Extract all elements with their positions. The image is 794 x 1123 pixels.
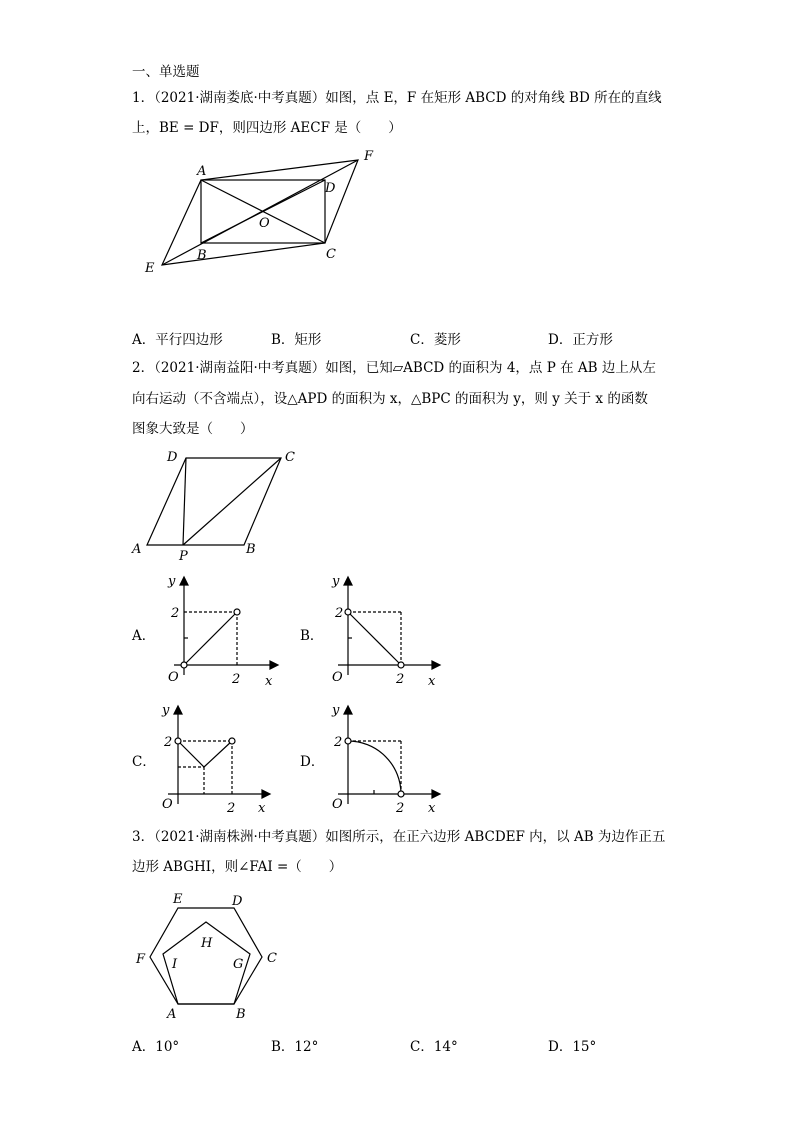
q3-option-d[interactable]: D．15° (548, 1039, 597, 1055)
q2-c-origin: O (162, 797, 173, 812)
q2-graph-d (325, 697, 445, 817)
q2-a-ytick: 2 (171, 606, 180, 621)
q2-graph-a (160, 570, 280, 690)
q2-d-ylabel: y (332, 703, 340, 718)
q2-b-origin: O (332, 670, 343, 685)
q1-label-a: A (197, 164, 207, 179)
q2-b-ytick: 2 (335, 606, 344, 621)
q3-label-c: C (267, 951, 277, 966)
q2-b-xlabel: x (428, 674, 436, 689)
q3-label-h: H (201, 936, 213, 951)
q3-line2: 边形 ABGHI，则∠FAI =（ ） (132, 859, 343, 875)
q3-label-g: G (233, 957, 244, 972)
q2-graph-c (155, 697, 280, 817)
q3-option-a[interactable]: A．10° (132, 1039, 180, 1055)
q2-c-xlabel: x (258, 801, 266, 816)
q2-d-xtick: 2 (396, 801, 405, 816)
q1-figure (140, 150, 390, 275)
q2-b-xtick: 2 (396, 672, 405, 687)
q2-label-a: A (132, 542, 142, 557)
q2-d-xlabel: x (428, 801, 436, 816)
q1-option-d[interactable]: D．正方形 (548, 332, 613, 348)
q2-label-p: P (179, 549, 188, 564)
q2-d-origin: O (332, 797, 343, 812)
q3-label-f: F (136, 952, 146, 967)
q2-label-d: D (167, 450, 178, 465)
q1-label-c: C (326, 247, 336, 262)
q2-line3: 图象大致是（ ） (132, 421, 254, 437)
q2-c-ylabel: y (162, 703, 170, 718)
q1-option-c[interactable]: C．菱形 (410, 332, 461, 348)
q2-option-c[interactable]: C． (132, 754, 156, 770)
q2-graph-b (325, 570, 445, 690)
q1-label-o: O (259, 216, 270, 231)
q3-label-b: B (236, 1007, 246, 1022)
q2-label-b: B (246, 542, 256, 557)
q2-label-c: C (285, 450, 295, 465)
q1-label-f: F (364, 149, 374, 164)
q1-line1: 1．（2021·湖南娄底·中考真题）如图，点 E，F 在矩形 ABCD 的对角线 BD 所在的直线 (132, 90, 662, 106)
q1-option-b[interactable]: B．矩形 (271, 332, 322, 348)
q2-line1: 2．（2021·湖南益阳·中考真题）如图，已知▱ABCD 的面积为 4，点 P 在 AB 边上从左 (132, 360, 656, 376)
q2-d-ytick: 2 (334, 735, 343, 750)
q1-label-e: E (145, 261, 155, 276)
q2-c-xtick: 2 (227, 801, 236, 816)
q2-option-b[interactable]: B． (300, 628, 324, 644)
q3-figure (130, 888, 290, 1023)
q1-option-a[interactable]: A．平行四边形 (132, 332, 223, 348)
q1-label-b: B (197, 248, 207, 263)
q2-figure (130, 445, 310, 565)
q1-label-d: D (325, 181, 336, 196)
q2-line2: 向右运动（不含端点），设△APD 的面积为 x，△BPC 的面积为 y，则 y 关于 x 的函数 (132, 391, 648, 407)
q3-label-a: A (167, 1007, 177, 1022)
q2-option-a[interactable]: A． (132, 628, 156, 644)
q2-a-origin: O (168, 670, 179, 685)
q2-a-xlabel: x (265, 674, 273, 689)
q2-a-ylabel: y (168, 574, 176, 589)
q2-b-ylabel: y (332, 574, 340, 589)
q3-option-c[interactable]: C．14° (410, 1039, 458, 1055)
q3-label-d: D (232, 894, 243, 909)
q3-option-b[interactable]: B．12° (271, 1039, 319, 1055)
q2-option-d[interactable]: D． (300, 754, 325, 770)
q3-label-e: E (173, 892, 183, 907)
q2-a-xtick: 2 (232, 672, 241, 687)
q3-label-i: I (172, 957, 178, 972)
section-title: 一、单选题 (132, 64, 200, 80)
q1-line2: 上，BE = DF，则四边形 AECF 是（ ） (132, 120, 402, 136)
q3-line1: 3．（2021·湖南株洲·中考真题）如图所示，在正六边形 ABCDEF 内，以 AB 为边作正五 (132, 829, 666, 845)
q2-c-ytick: 2 (164, 735, 173, 750)
